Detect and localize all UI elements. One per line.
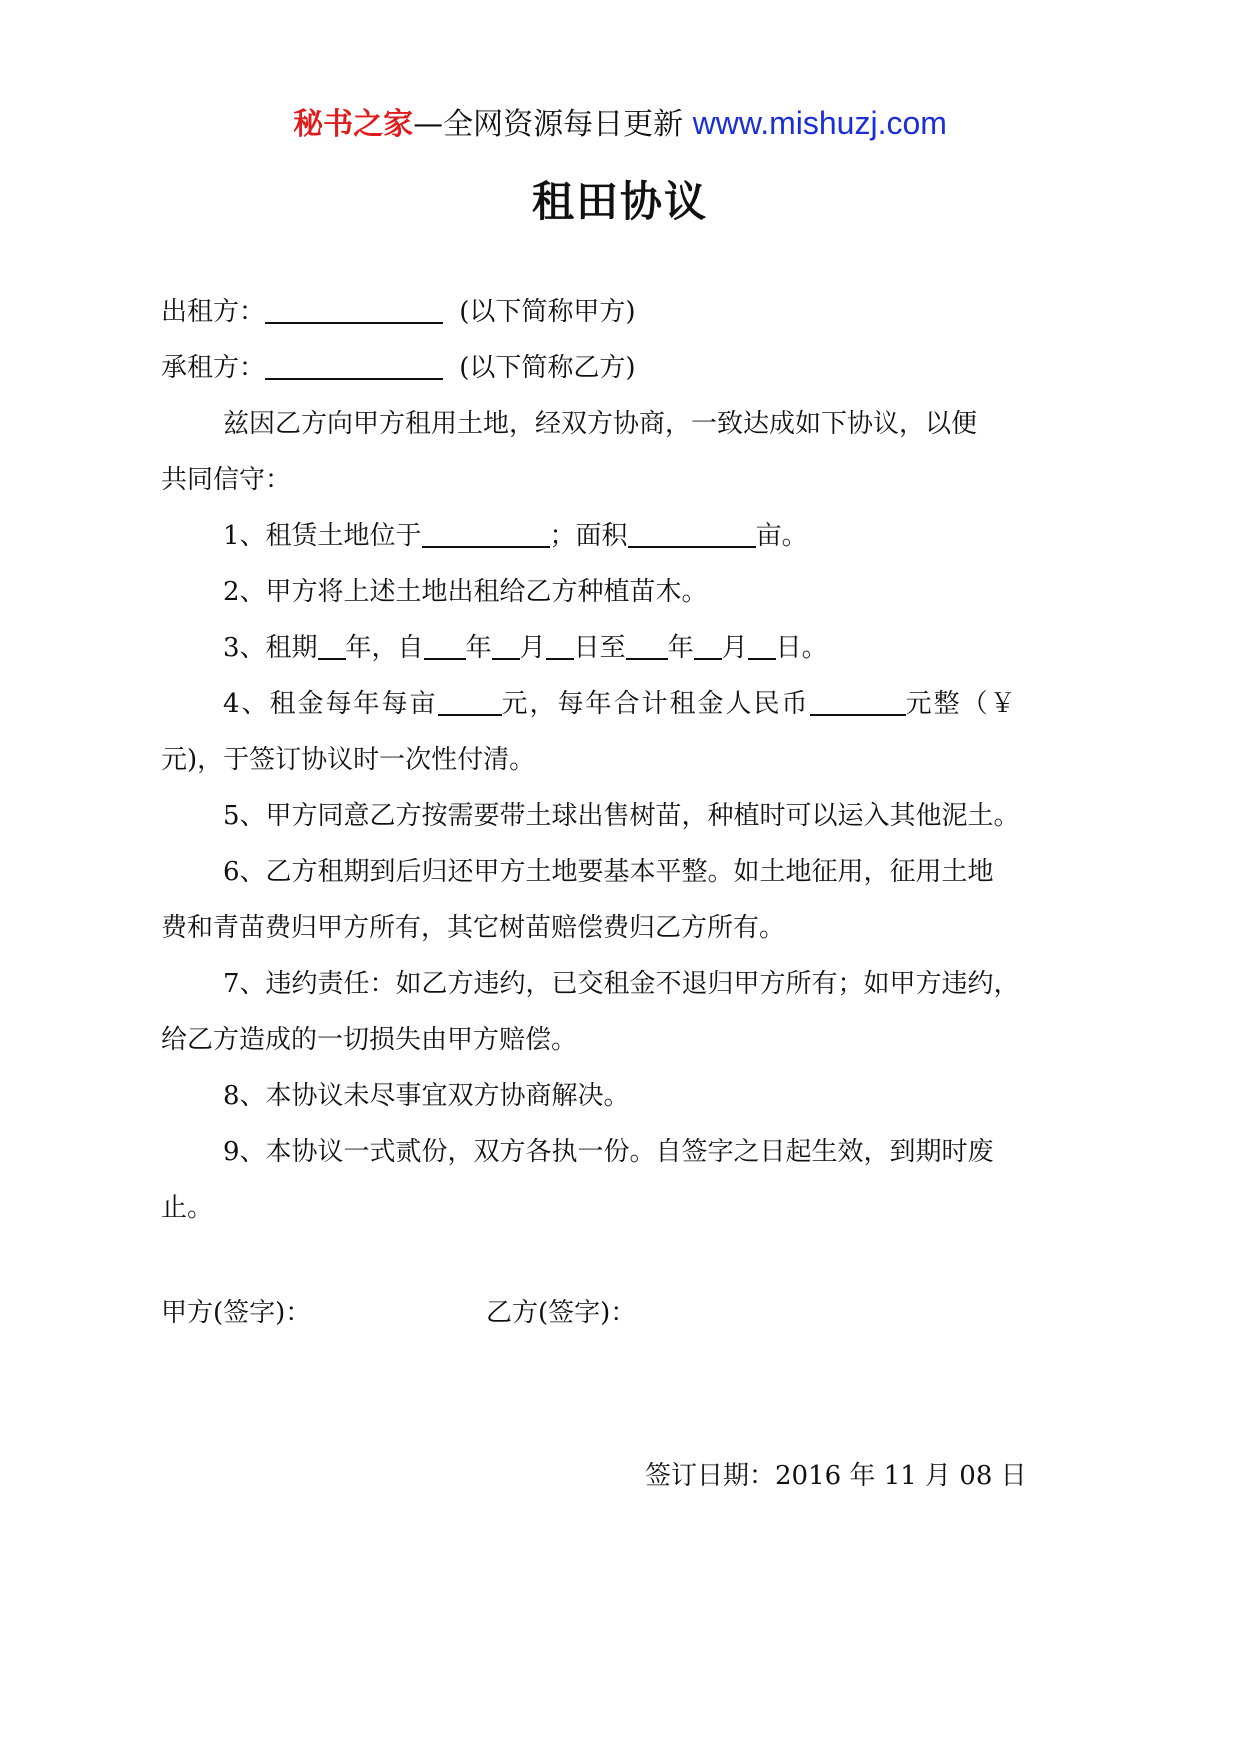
start-month-blank [492, 628, 520, 660]
clause-2: 2、甲方将上述土地出租给乙方种植苗木。 [223, 577, 708, 607]
clause-5: 5、甲方同意乙方按需要带土球出售树苗，种植时可以运入其他泥土。 [223, 801, 1020, 831]
header-brand: 秘书之家 [293, 107, 414, 142]
lessee-line [161, 340, 1101, 396]
signing-date: 签订日期：2016 年 11 月 08 日 [645, 1461, 1027, 1491]
start-day-blank [546, 628, 574, 660]
intro-line-2: 共同信守： [161, 465, 292, 495]
lessor-blank [265, 292, 443, 324]
clause-3-text-g: 月 [721, 633, 748, 663]
clause-7-line-2: 给乙方造成的一切损失由甲方赔偿。 [161, 1025, 578, 1055]
clause-7-line-1: 7、违约责任：如乙方违约，已交租金不退归甲方所有；如甲方违约， [223, 969, 1020, 999]
lessee-label: 承租方： [161, 353, 266, 383]
lessee-blank [265, 348, 443, 380]
lessee-suffix: (以下简称乙方) [451, 353, 636, 383]
clause-4-text-a: 4、租金每年每亩 [223, 689, 438, 719]
party-b-signature: 乙方(签字)： [486, 1298, 637, 1328]
clause-3 [161, 620, 1101, 676]
clause-4-text-c: 元整（￥ [905, 689, 1018, 719]
area-blank [628, 516, 756, 548]
clause-3-text-a: 3、租期 [223, 633, 318, 663]
end-year-blank [626, 628, 668, 660]
clause-3-text-h: 日。 [775, 633, 828, 663]
clause-3-text-f: 年 [667, 633, 694, 663]
clause-3-text-c: 年 [465, 633, 492, 663]
header-slogan: —全网资源每日更新 [413, 107, 693, 142]
clause-9-line-1: 9、本协议一式贰份，双方各执一份。自签字之日起生效，到期时废 [223, 1137, 994, 1167]
start-year-blank [424, 628, 466, 660]
clause-8: 8、本协议未尽事宜双方协商解决。 [223, 1081, 630, 1111]
clause-6-line-2: 费和青苗费归甲方所有，其它树苗赔偿费归乙方所有。 [161, 913, 786, 943]
rent-per-mu-blank [438, 684, 502, 716]
intro-line-1: 兹因乙方向甲方租用土地，经双方协商，一致达成如下协议，以便 [223, 409, 978, 439]
clause-1-text-c: 亩。 [755, 521, 808, 551]
clause-4-text-b: 元，每年合计租金人民币 [501, 689, 810, 719]
clause-1 [161, 508, 1101, 564]
header-url-link[interactable]: www.mishuzj.com [692, 105, 947, 141]
lessor-label: 出租方： [161, 297, 266, 327]
document-title: 租田协议 [531, 177, 708, 226]
total-rent-blank [810, 684, 906, 716]
party-a-signature: 甲方(签字)： [161, 1298, 312, 1328]
lessor-suffix: (以下简称甲方) [451, 297, 636, 327]
end-month-blank [694, 628, 722, 660]
lessor-line [161, 284, 1101, 340]
clause-4 [161, 676, 1101, 732]
site-header [0, 100, 1240, 148]
clause-1-text-b: ；面积 [549, 521, 628, 551]
term-years-blank [318, 628, 346, 660]
end-day-blank [748, 628, 776, 660]
clause-4-line-2: 元)，于签订协议时一次性付清。 [161, 745, 536, 775]
location-blank [422, 516, 550, 548]
clause-1-text-a: 1、租赁土地位于 [223, 521, 422, 551]
clause-9-line-2: 止。 [161, 1193, 214, 1223]
clause-3-text-e: 日至 [573, 633, 626, 663]
clause-3-text-b: 年，自 [345, 633, 424, 663]
clause-6-line-1: 6、乙方租期到后归还甲方土地要基本平整。如土地征用，征用土地 [223, 857, 994, 887]
clause-3-text-d: 月 [519, 633, 546, 663]
agreement-body [161, 284, 1101, 1236]
